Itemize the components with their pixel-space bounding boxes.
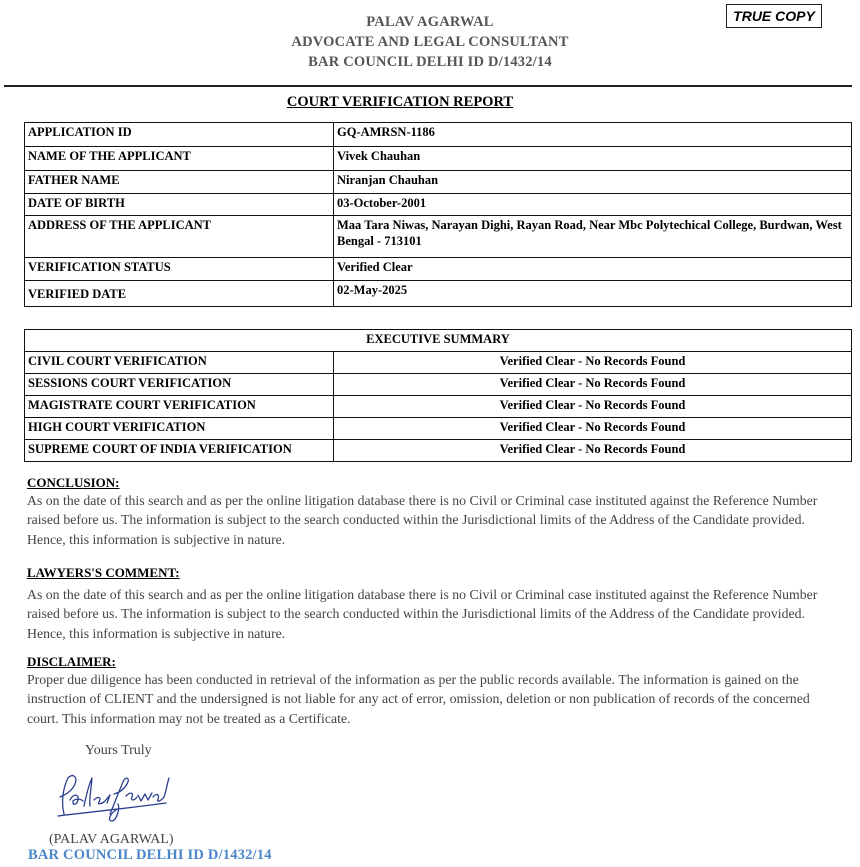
summary-title: EXECUTIVE SUMMARY (25, 330, 852, 352)
table-row (25, 418, 852, 440)
table-row (25, 194, 852, 216)
lawyers-comment-section (27, 564, 839, 643)
handwritten-signature (50, 770, 175, 825)
detail-value: Verified Clear (334, 258, 852, 281)
conclusion-heading: CONCLUSION: (27, 475, 120, 490)
lawyers-comment-heading: LAWYERS'S COMMENT: (27, 565, 180, 580)
report-title: COURT VERIFICATION REPORT (286, 94, 514, 110)
table-row (25, 440, 852, 462)
table-row (25, 396, 852, 418)
disclaimer-heading: DISCLAIMER: (27, 654, 116, 669)
court-label: SESSIONS COURT VERIFICATION (25, 374, 334, 396)
detail-label: FATHER NAME (25, 171, 334, 194)
court-result: Verified Clear - No Records Found (334, 440, 852, 462)
header-divider (4, 85, 852, 87)
table-row (25, 123, 852, 147)
detail-value: Niranjan Chauhan (334, 171, 852, 194)
detail-value: 03-October-2001 (334, 194, 852, 216)
table-row (25, 374, 852, 396)
disclaimer-section (27, 653, 839, 728)
advocate-name: PALAV AGARWAL (366, 14, 494, 30)
detail-label: VERIFIED DATE (25, 281, 334, 307)
court-result: Verified Clear - No Records Found (334, 352, 852, 374)
detail-label: DATE OF BIRTH (25, 194, 334, 216)
conclusion-text: As on the date of this search and as per the online litigation database there is no Civil or Criminal case instituted against the Reference Number raised before us. The information is subject to the search conducted within the Jurisdictional limits of the Address of the Candidate provided. Hence, this information is subjective in nature. (27, 493, 818, 547)
lawyers-comment-text: As on the date of this search and as per the online litigation database there is no Civil or Criminal case instituted against the Reference Number raised before us. The information is subject to the search conducted within the Jurisdictional limits of the Address of the Candidate provided. Hence, this information is subjective in nature. (27, 587, 818, 641)
table-row (25, 281, 852, 307)
court-result: Verified Clear - No Records Found (334, 374, 852, 396)
closing-salutation: Yours Truly (85, 743, 152, 758)
detail-value: GQ-AMRSN-1186 (334, 123, 852, 147)
court-label: SUPREME COURT OF INDIA VERIFICATION (25, 440, 334, 462)
detail-label: VERIFICATION STATUS (25, 258, 334, 281)
detail-value: 02-May-2025 (334, 281, 852, 307)
court-result: Verified Clear - No Records Found (334, 396, 852, 418)
bar-council-id: BAR COUNCIL DELHI ID D/1432/14 (308, 54, 552, 70)
table-row (25, 147, 852, 171)
table-header-row (25, 330, 852, 352)
detail-label: NAME OF THE APPLICANT (25, 147, 334, 171)
table-row (25, 258, 852, 281)
signatory-name: (PALAV AGARWAL) (49, 832, 174, 847)
court-result: Verified Clear - No Records Found (334, 418, 852, 440)
applicant-details-table (24, 122, 852, 307)
true-copy-stamp: TRUE COPY (726, 4, 822, 28)
advocate-designation: ADVOCATE AND LEGAL CONSULTANT (291, 34, 569, 50)
footer-bar-council-id: BAR COUNCIL DELHI ID D/1432/14 (28, 847, 272, 863)
disclaimer-text: Proper due diligence has been conducted in retrieval of the information as per the public records available. The information is gained on the instruction of CLIENT and the undersigned is not liable for any act of error, omission, deletion or non publication of records of the concerned court. This information may not be treated as a Certificate. (27, 672, 810, 726)
conclusion-section (27, 474, 839, 549)
court-label: CIVIL COURT VERIFICATION (25, 352, 334, 374)
executive-summary-table (24, 329, 852, 462)
court-label: MAGISTRATE COURT VERIFICATION (25, 396, 334, 418)
detail-value: Maa Tara Niwas, Narayan Dighi, Rayan Road, Near Mbc Polytechical College, Burdwan, West Bengal - 713101 (334, 216, 852, 258)
detail-value: Vivek Chauhan (334, 147, 852, 171)
table-row (25, 216, 852, 258)
detail-label: APPLICATION ID (25, 123, 334, 147)
table-row (25, 171, 852, 194)
table-row (25, 352, 852, 374)
court-label: HIGH COURT VERIFICATION (25, 418, 334, 440)
detail-label: ADDRESS OF THE APPLICANT (25, 216, 334, 258)
